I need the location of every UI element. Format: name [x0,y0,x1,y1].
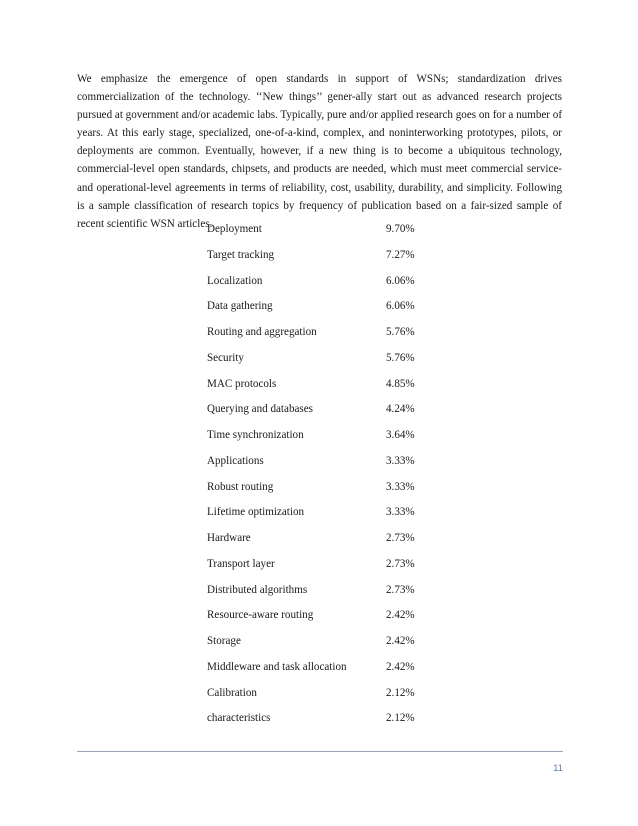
topic-cell: MAC protocols [207,377,277,390]
table-row [207,350,447,376]
table-row [207,710,447,736]
topic-cell: Applications [207,454,264,467]
frequency-cell: 2.42% [386,635,415,647]
frequency-cell: 5.76% [386,326,415,338]
frequency-cell: 3.33% [386,480,415,493]
frequency-cell: 3.33% [386,454,415,467]
frequency-cell: 3.33% [386,506,415,519]
frequency-cell: 2.12% [386,686,415,699]
frequency-cell: 2.73% [386,583,415,596]
topic-cell: Lifetime optimization [207,506,305,519]
frequency-cell: 6.06% [386,274,415,287]
topic-cell: Routing and aggregation [207,326,317,338]
topic-cell: Localization [207,274,263,287]
table-row [207,633,447,659]
frequency-cell: 4.85% [386,377,415,390]
table-row [207,556,447,582]
frequency-cell: 2.12% [386,712,415,725]
topic-cell: Target tracking [207,248,275,261]
frequency-cell: 2.73% [386,557,415,570]
topic-cell: Middleware and task allocation [207,660,347,673]
topic-cell: Storage [207,635,241,647]
topic-cell: Hardware [207,532,251,544]
frequency-cell: 6.06% [386,300,415,313]
topic-cell: Transport layer [207,557,275,570]
table-row [207,685,447,711]
table-row [207,324,447,350]
table-row [207,401,447,427]
table-row [207,530,447,556]
topic-cell: Data gathering [207,300,273,313]
research-topics-table [207,221,447,736]
table-row [207,221,447,247]
frequency-cell: 3.64% [386,429,415,441]
frequency-cell: 4.24% [386,403,415,416]
topic-cell: Calibration [207,686,257,699]
topic-cell: Resource-aware routing [207,609,314,622]
table-row [207,273,447,299]
topic-cell: Querying and databases [207,403,313,416]
frequency-cell: 2.42% [386,660,415,673]
page-number: 11 [553,763,563,774]
frequency-cell: 2.42% [386,609,415,622]
table-row [207,427,447,453]
footer-divider [77,751,563,752]
topic-cell: Security [207,351,244,364]
table-row [207,453,447,479]
table-row [207,582,447,608]
table-row [207,247,447,273]
table-row [207,659,447,685]
topic-cell: Time synchronization [207,429,304,441]
frequency-cell: 5.76% [386,351,415,364]
topic-cell: characteristics [207,712,271,725]
frequency-cell: 9.70% [386,223,415,235]
table-row [207,607,447,633]
table-row [207,504,447,530]
body-paragraph: We emphasize the emergence of open standards in support of WSNs; standardization drives commercialization of the technology. ‘‘New things’’ gener-ally start out as advanced research projects pursued at government and/or academic labs. Typically, pure and/or applied research goes on for a number of years. At this early stage, specialized, one-of-a-kind, complex, and noninterworking prototypes, pilots, or deployments are common. Eventually, however, if a new thing is to become a ubiquitous technology, commercial-level open standards, chipsets, and products are needed, which must meet commercial service- and operational-level agreements in terms of reliability, cost, usability, durability, and simplicity. Following is a sample classification of research topics by frequency of publication based on a fair-sized sample of recent scientific WSN articles. [77,73,563,230]
topic-cell: Distributed algorithms [207,583,308,596]
frequency-cell: 7.27% [386,248,415,261]
table-row [207,376,447,402]
table-row [207,298,447,324]
table-row [207,479,447,505]
frequency-cell: 2.73% [386,532,415,544]
topic-cell: Deployment [207,223,262,235]
topic-cell: Robust routing [207,480,274,493]
